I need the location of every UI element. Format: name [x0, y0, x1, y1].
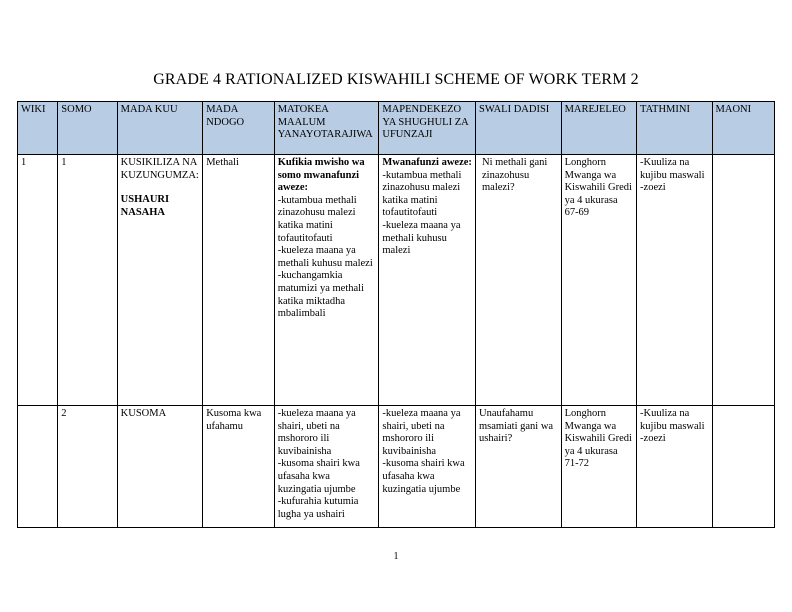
header-row	[18, 102, 775, 155]
scheme-of-work-table	[17, 101, 775, 528]
cell-maoni	[712, 406, 774, 528]
cell-maoni	[712, 155, 774, 406]
header-marejeleo: MAREJELEO	[561, 102, 636, 155]
list-item: -kuchangamkia matumizi ya methali katika miktadha mbalimbali	[277, 270, 364, 320]
cell-somo: 2	[58, 406, 117, 528]
cell-tathmini	[637, 406, 712, 528]
table-row	[18, 406, 775, 528]
header-mada-ndogo: MADA NDOGO	[203, 102, 274, 155]
page-number: 1	[393, 551, 399, 562]
header-swali: SWALI DADISI	[476, 102, 562, 155]
list-item: -kusoma shairi kwa ufasaha kwa kuzingatia ujumbe	[382, 458, 465, 495]
cell-marejeleo: Longhorn Mwanga wa Kiswahili Gredi ya 4 ukurasa 67-69	[561, 155, 636, 406]
list-item: -Kuuliza na kujibu maswali	[640, 408, 705, 432]
cell-mada-ndogo: Kusoma kwa ufahamu	[203, 406, 274, 528]
header-maoni: MAONI	[712, 102, 774, 155]
list-item: -kusoma shairi kwa ufasaha kwa kuzingatia ujumbe	[277, 458, 360, 495]
list-item: -zoezi	[640, 182, 666, 194]
cell-mada-ndogo: Methali	[203, 155, 274, 406]
cell-swali: Unaufahamu msamiati gani wa ushairi?	[476, 406, 562, 528]
cell-matokea	[274, 406, 379, 528]
header-mapendekezo: MAPENDEKEZO YA SHUGHULI ZA UFUNZAJI	[379, 102, 476, 155]
cell-mapendekezo	[379, 406, 476, 528]
list-item: -kueleza maana ya methali kuhusu malezi	[382, 219, 461, 257]
cell-mada-kuu	[117, 155, 203, 406]
mada-kuu-bold-text: USHAURI NASAHA	[120, 194, 170, 218]
header-tathmini: TATHMINI	[637, 102, 712, 155]
header-wiki: WIKI	[18, 102, 58, 155]
list-item: -kueleza maana ya methali kuhusu malezi	[277, 245, 373, 269]
mada-kuu-text: KUSIKILIZA NA KUZUNGUMZA:	[120, 157, 199, 181]
list-item: -kueleza maana ya shairi, ubeti na mshororo ili kuvibainisha	[382, 408, 461, 457]
list-item: -kufurahia kutumia lugha ya ushairi	[277, 496, 359, 520]
header-mada-kuu: MADA KUU	[117, 102, 203, 155]
cell-wiki	[18, 406, 58, 528]
cell-swali: Ni methali gani zinazohusu malezi?	[476, 155, 562, 406]
header-somo: SOMO	[58, 102, 117, 155]
cell-matokea	[274, 155, 379, 406]
matokea-heading: Kufikia mwisho wa somo mwanafunzi aweze:	[277, 157, 365, 194]
list-item: -kueleza maana ya shairi, ubeti na mshororo ili kuvibainisha	[277, 408, 356, 457]
list-item: -kutambua methali zinazohusu malezi katika matini tofautitofauti	[382, 169, 462, 219]
list-item: -zoezi	[640, 433, 666, 445]
cell-wiki: 1	[18, 155, 58, 406]
cell-mada-kuu	[117, 406, 203, 528]
mapendekezo-heading: Mwanafunzi aweze:	[382, 157, 472, 168]
document-title: GRADE 4 RATIONALIZED KISWAHILI SCHEME OF WORK TERM 2	[153, 71, 639, 88]
list-item: -kutambua methali zinazohusu malezi katika matini tofautitofauti	[277, 194, 357, 244]
mada-kuu-text: KUSOMA	[120, 408, 167, 419]
table-row	[18, 155, 775, 406]
cell-somo: 1	[58, 155, 117, 406]
header-matokea: MATOKEA MAALUM YANAYOTARAJIWA	[274, 102, 379, 155]
cell-mapendekezo	[379, 155, 476, 406]
list-item: -Kuuliza na kujibu maswali	[640, 157, 705, 181]
cell-marejeleo: Longhorn Mwanga wa Kiswahili Gredi ya 4 ukurasa 71-72	[561, 406, 636, 528]
cell-tathmini	[637, 155, 712, 406]
